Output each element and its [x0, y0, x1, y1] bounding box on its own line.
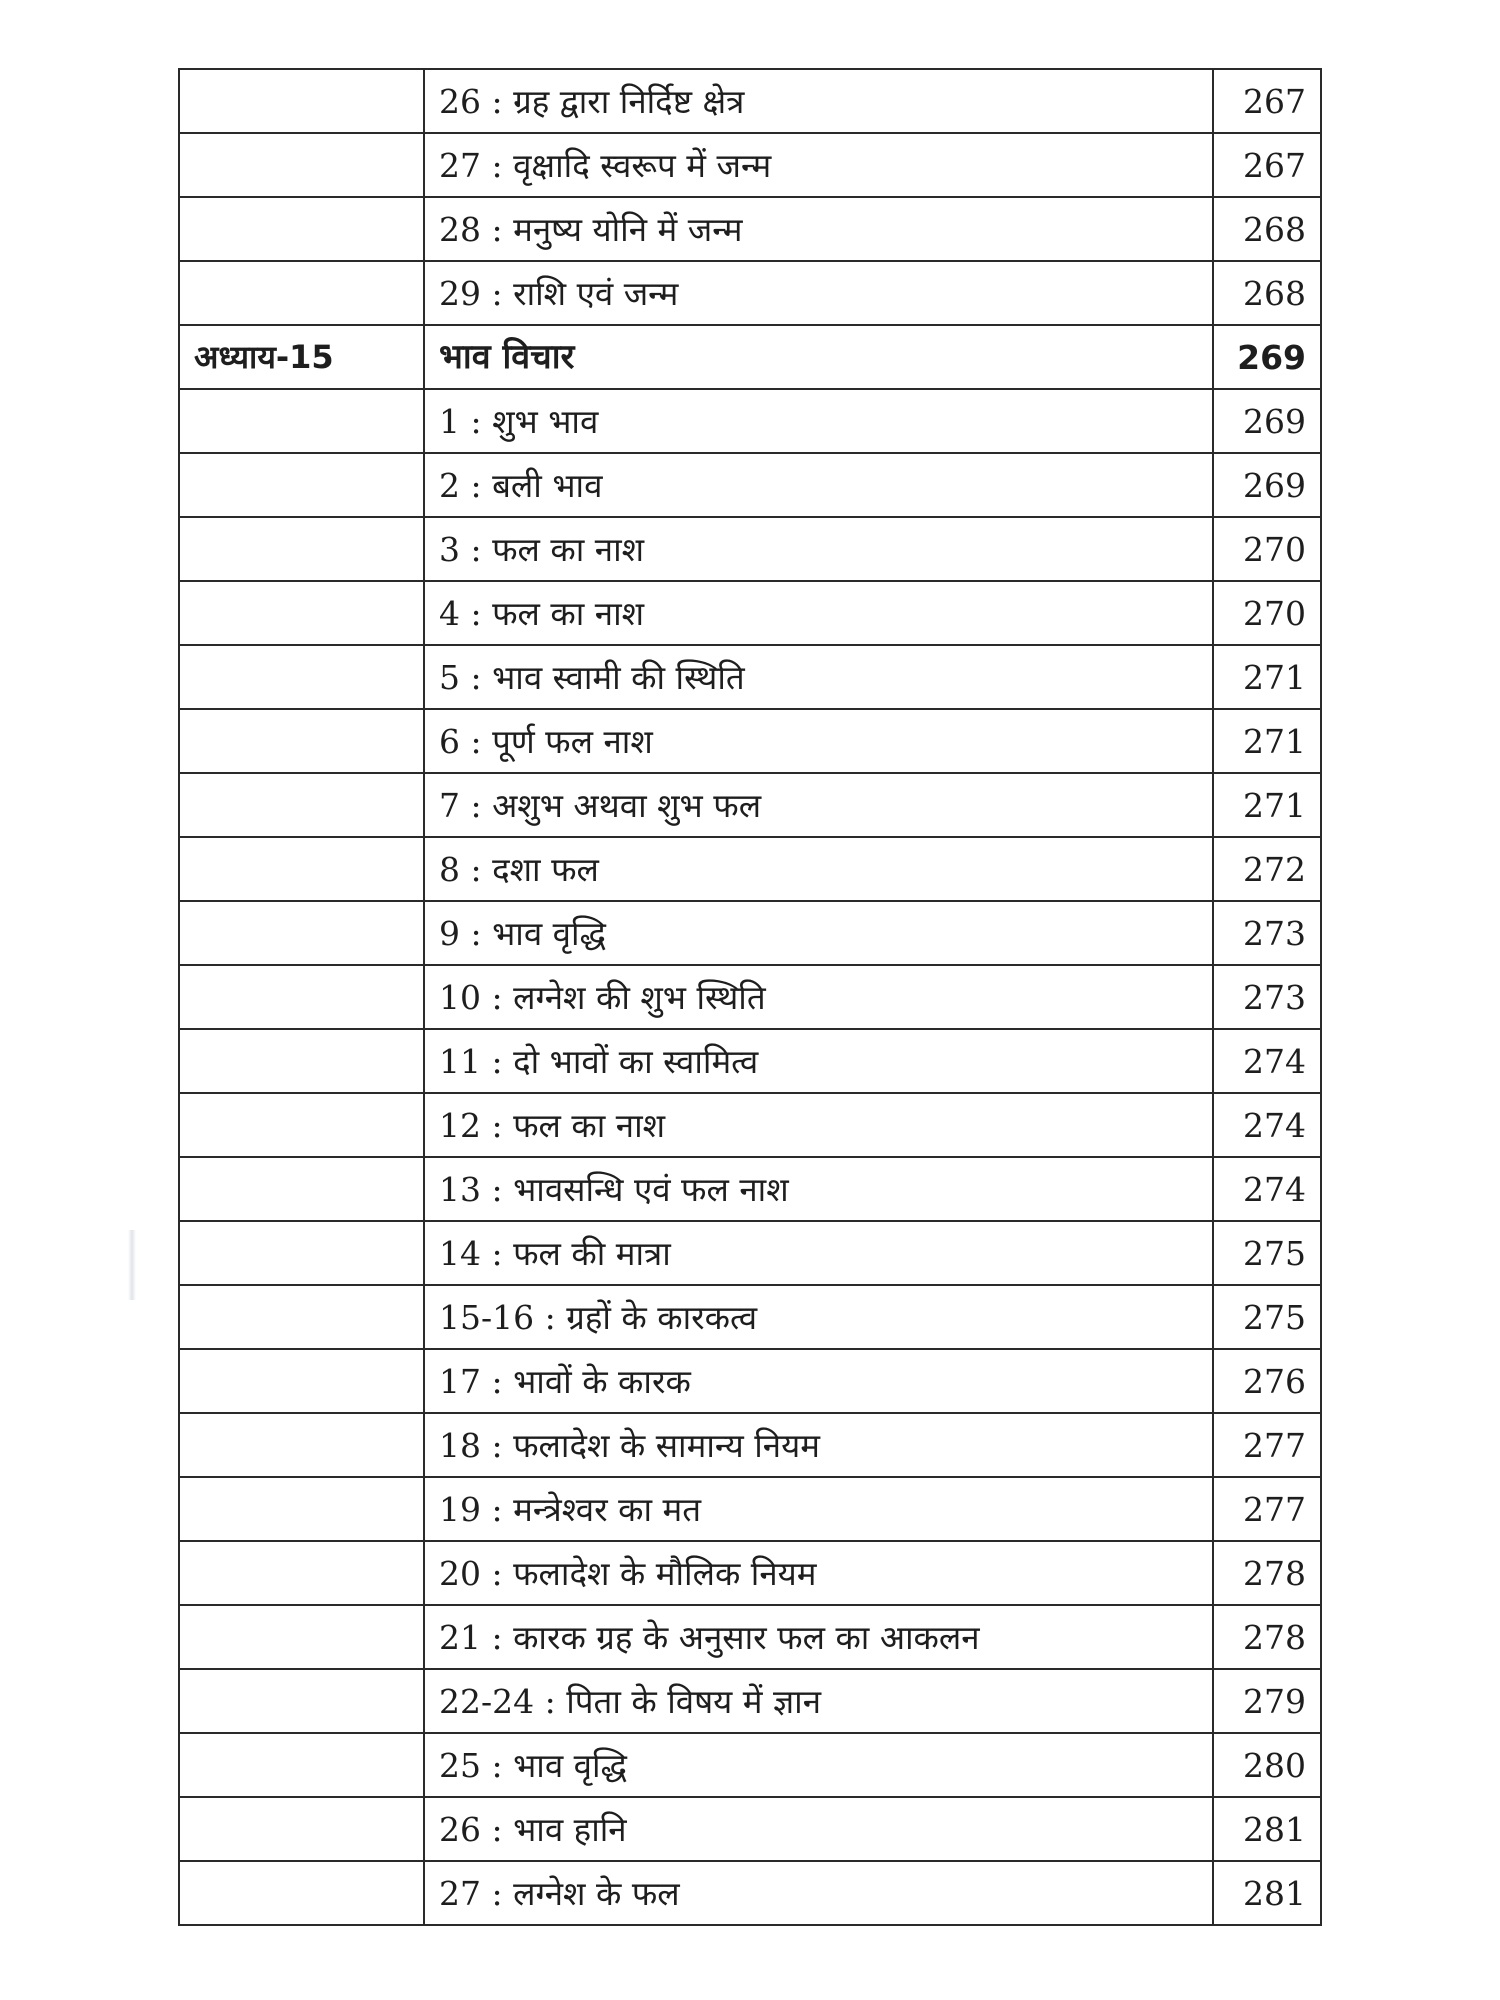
- page-number: 280: [1213, 1733, 1321, 1797]
- chapter-title: भाव विचार: [424, 325, 1213, 389]
- chapter-cell: [179, 453, 424, 517]
- chapter-cell: [179, 1157, 424, 1221]
- chapter-cell: [179, 709, 424, 773]
- table-row: [179, 1797, 1321, 1861]
- entry-title: 28 : मनुष्य योनि में जन्म: [424, 197, 1213, 261]
- page-number: 268: [1213, 261, 1321, 325]
- page-number: 274: [1213, 1157, 1321, 1221]
- table-row: [179, 261, 1321, 325]
- chapter-cell: [179, 581, 424, 645]
- entry-title: 15-16 : ग्रहों के कारकत्व: [424, 1285, 1213, 1349]
- table-row: [179, 69, 1321, 133]
- entry-title: 2 : बली भाव: [424, 453, 1213, 517]
- table-row: [179, 965, 1321, 1029]
- chapter-cell: [179, 965, 424, 1029]
- chapter-cell: [179, 1733, 424, 1797]
- table-row: [179, 133, 1321, 197]
- entry-title: 27 : लग्नेश के फल: [424, 1861, 1213, 1925]
- page-number: 269: [1213, 389, 1321, 453]
- entry-title: 14 : फल की मात्रा: [424, 1221, 1213, 1285]
- entry-title: 10 : लग्नेश की शुभ स्थिति: [424, 965, 1213, 1029]
- table-row: [179, 773, 1321, 837]
- table-row: [179, 645, 1321, 709]
- chapter-cell: [179, 1221, 424, 1285]
- entry-title: 8 : दशा फल: [424, 837, 1213, 901]
- page-number: 279: [1213, 1669, 1321, 1733]
- page-number: 273: [1213, 901, 1321, 965]
- page-number: 270: [1213, 517, 1321, 581]
- chapter-cell: [179, 197, 424, 261]
- entry-title: 26 : भाव हानि: [424, 1797, 1213, 1861]
- entry-title: 29 : राशि एवं जन्म: [424, 261, 1213, 325]
- chapter-cell: [179, 901, 424, 965]
- entry-title: 5 : भाव स्वामी की स्थिति: [424, 645, 1213, 709]
- page-number: 271: [1213, 645, 1321, 709]
- table-row: [179, 389, 1321, 453]
- table-row: [179, 1413, 1321, 1477]
- entry-title: 11 : दो भावों का स्वामित्व: [424, 1029, 1213, 1093]
- table-row: [179, 1669, 1321, 1733]
- page-number: 278: [1213, 1605, 1321, 1669]
- page-number: 270: [1213, 581, 1321, 645]
- chapter-cell: [179, 1797, 424, 1861]
- page-number: 269: [1213, 325, 1321, 389]
- entry-title: 27 : वृक्षादि स्वरूप में जन्म: [424, 133, 1213, 197]
- table-row: [179, 1221, 1321, 1285]
- chapter-cell: [179, 517, 424, 581]
- table-row: [179, 901, 1321, 965]
- chapter-cell: [179, 1861, 424, 1925]
- entry-title: 9 : भाव वृद्धि: [424, 901, 1213, 965]
- chapter-cell: [179, 1413, 424, 1477]
- chapter-cell: [179, 1669, 424, 1733]
- chapter-cell: [179, 1285, 424, 1349]
- page-number: 277: [1213, 1413, 1321, 1477]
- entry-title: 7 : अशुभ अथवा शुभ फल: [424, 773, 1213, 837]
- page-number: 268: [1213, 197, 1321, 261]
- page-number: 267: [1213, 69, 1321, 133]
- chapter-heading-row: [179, 325, 1321, 389]
- chapter-cell: [179, 645, 424, 709]
- chapter-cell: [179, 389, 424, 453]
- entry-title: 3 : फल का नाश: [424, 517, 1213, 581]
- table-row: [179, 1861, 1321, 1925]
- contents-table-body: [179, 69, 1321, 1925]
- table-row: [179, 1157, 1321, 1221]
- page-number: 271: [1213, 709, 1321, 773]
- chapter-cell: [179, 1541, 424, 1605]
- page-number: 267: [1213, 133, 1321, 197]
- entry-title: 22-24 : पिता के विषय में ज्ञान: [424, 1669, 1213, 1733]
- table-row: [179, 1733, 1321, 1797]
- entry-title: 13 : भावसन्धि एवं फल नाश: [424, 1157, 1213, 1221]
- page-number: 277: [1213, 1477, 1321, 1541]
- page-number: 273: [1213, 965, 1321, 1029]
- entry-title: 19 : मन्त्रेश्वर का मत: [424, 1477, 1213, 1541]
- entry-title: 20 : फलादेश के मौलिक नियम: [424, 1541, 1213, 1605]
- table-row: [179, 453, 1321, 517]
- entry-title: 26 : ग्रह द्वारा निर्दिष्ट क्षेत्र: [424, 69, 1213, 133]
- entry-title: 18 : फलादेश के सामान्य नियम: [424, 1413, 1213, 1477]
- entry-title: 1 : शुभ भाव: [424, 389, 1213, 453]
- table-row: [179, 197, 1321, 261]
- page-number: 281: [1213, 1861, 1321, 1925]
- entry-title: 12 : फल का नाश: [424, 1093, 1213, 1157]
- chapter-cell: [179, 69, 424, 133]
- table-row: [179, 837, 1321, 901]
- chapter-cell: [179, 1477, 424, 1541]
- page-number: 274: [1213, 1093, 1321, 1157]
- entry-title: 4 : फल का नाश: [424, 581, 1213, 645]
- page-number: 275: [1213, 1221, 1321, 1285]
- entry-title: 25 : भाव वृद्धि: [424, 1733, 1213, 1797]
- chapter-cell: [179, 261, 424, 325]
- page-number: 275: [1213, 1285, 1321, 1349]
- entry-title: 6 : पूर्ण फल नाश: [424, 709, 1213, 773]
- chapter-cell: [179, 773, 424, 837]
- entry-title: 21 : कारक ग्रह के अनुसार फल का आकलन: [424, 1605, 1213, 1669]
- chapter-cell: अध्याय-15: [179, 325, 424, 389]
- page-number: 276: [1213, 1349, 1321, 1413]
- page-edge-shadow: [128, 1230, 136, 1300]
- table-row: [179, 517, 1321, 581]
- table-row: [179, 1093, 1321, 1157]
- chapter-cell: [179, 1605, 424, 1669]
- chapter-cell: [179, 1029, 424, 1093]
- table-row: [179, 1285, 1321, 1349]
- table-row: [179, 1029, 1321, 1093]
- page-number: 281: [1213, 1797, 1321, 1861]
- table-row: [179, 581, 1321, 645]
- page-number: 274: [1213, 1029, 1321, 1093]
- table-row: [179, 1605, 1321, 1669]
- contents-table: [178, 68, 1322, 1926]
- table-row: [179, 1541, 1321, 1605]
- entry-title: 17 : भावों के कारक: [424, 1349, 1213, 1413]
- page-number: 278: [1213, 1541, 1321, 1605]
- chapter-cell: [179, 837, 424, 901]
- chapter-cell: [179, 133, 424, 197]
- chapter-cell: [179, 1093, 424, 1157]
- table-row: [179, 1477, 1321, 1541]
- table-row: [179, 1349, 1321, 1413]
- table-row: [179, 709, 1321, 773]
- page-number: 269: [1213, 453, 1321, 517]
- chapter-cell: [179, 1349, 424, 1413]
- page-number: 271: [1213, 773, 1321, 837]
- page-number: 272: [1213, 837, 1321, 901]
